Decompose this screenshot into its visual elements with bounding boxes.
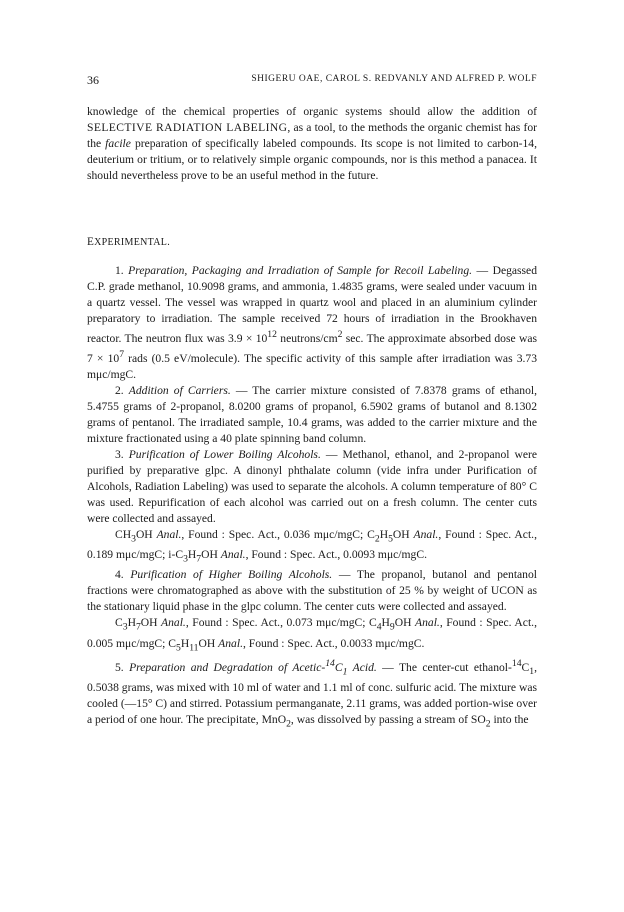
section-3-title: Purification of Lower Boiling Alcohols. xyxy=(128,447,321,461)
page-number: 36 xyxy=(87,73,99,87)
section-heading: EXPERIMENTAL. xyxy=(87,236,170,248)
section-1-paragraph: 1. Preparation, Packaging and Irradiation of Sample for Recoil Labeling. — Degassed C.P. grade methanol, 10.9098 grams, and ammonia, 1.4835 grams, were sealed under vacuum in a quartz vessel. The vessel was wrapped in quartz wool and placed in an aluminium cylinder preparatory to irradiation. The sample received 72 hours of irradiation in the Brookhaven reactor. The neutron flux was $3.9 \times 10^{12}$ neutrons/$cm^2$ sec. The approximate absorbed dose was $7 \times 10^7$ rads (0.5 eV/molecule). The specific activity of this sample after irradiation was 3.73 mμc/mgC. xyxy=(87,264,538,381)
section-1-title: Preparation, Packaging and Irradiation of Sample for Recoil Labeling. xyxy=(128,264,473,277)
intro-paragraph: knowledge of the chemical properties of organic systems should allow the addition of SELECTIVE RADIATION LABELING, as a tool, to the methods the organic chemist has for the facile preparation of specifically labeled compounds. Its scope is not limited to carbon-14, deuterium or tritium, or to relatively simple organic compounds, nor is this method a panacea. It should nevertheless prove to be an useful method in the future. xyxy=(87,105,537,182)
running-head: SHIGERU OAE, CAROL S. REDVANLY AND ALFRED P. WOLF xyxy=(251,74,537,84)
experimental-text xyxy=(87,263,537,732)
section-2-title: Addition of Carriers. xyxy=(128,383,231,397)
section-4-title: Purification of Higher Boiling Alcohols. xyxy=(130,568,333,582)
section-5-title: Preparation and Degradation of Acetic-$^{14}C_1$ Acid. xyxy=(129,657,377,678)
section-2-paragraph: 2. Addition of Carriers. — The carrier mixture consisted of 7.8378 grams of ethanol, 5.4755 grams of 2-propanol, 8.0200 grams of propanol, 6.5902 grams of butanol and 8.1302 grams of pentanol. The irradiated sample, 10.4 grams, was added to the carrier mixture and the mixture fractionated using a 40 plate spinning band column. xyxy=(87,383,537,445)
analysis-1: $CH_3OH$ Anal., Found : Spec. Act., 0.036 mμc/mgC; $C_2H_5OH$ Anal., Found : Spec. Act., 0.189 mμc/mgC; $i-C_3H_7OH$ Anal., Found : Spec. Act., 0.0093 mμc/mgC. xyxy=(87,527,537,565)
selective-radiation-labeling: SELECTIVE RADIATION LABELING xyxy=(87,121,288,134)
page-header xyxy=(87,73,537,89)
section-4-paragraph: 4. Purification of Higher Boiling Alcohols. — The propanol, butanol and pentanol fractions were chromatographed as above with the substitution of 25 % by weight of UCON as the stationary liquid phase in the glpc column. The center cuts were collected and assayed. xyxy=(87,568,537,614)
section-5-paragraph: 5. Preparation and Degradation of Acetic-$^{14}C_1$ Acid. — The center-cut ethanol-$^{14}C_1$, 0.5038 grams, was mixed with 10 ml of water and 1.1 ml of conc. sulfuric acid. The mixture was cooled (—15° C) and stirred. Potassium permanganate, 2.11 grams, was added portion-wise over a period of one hour. The precipitate, MnO$_2$, was dissolved by passing a stream of $SO_2$ into the xyxy=(87,657,537,730)
analysis-2: $C_3H_7OH$ Anal., Found : Spec. Act., 0.073 mμc/mgC; $C_4H_9OH$ Anal., Found : Spec. Act., 0.005 mμc/mgC; $C_5H_{11}OH$ Anal., Found : Spec. Act., 0.0033 mμc/mgC. xyxy=(87,616,537,653)
section-3-paragraph: 3. Purification of Lower Boiling Alcohols. — Methanol, ethanol, and 2-propanol were purified by preparative glpc. A dinonyl phthalate column (vide infra under Purification of Alcohols, Radiation Labeling) was used to separate the alcohols. A column temperature of 80° C was used. Repurification of each alcohol was carried out on a fresh column. The center cuts were collected and assayed. xyxy=(87,447,538,525)
